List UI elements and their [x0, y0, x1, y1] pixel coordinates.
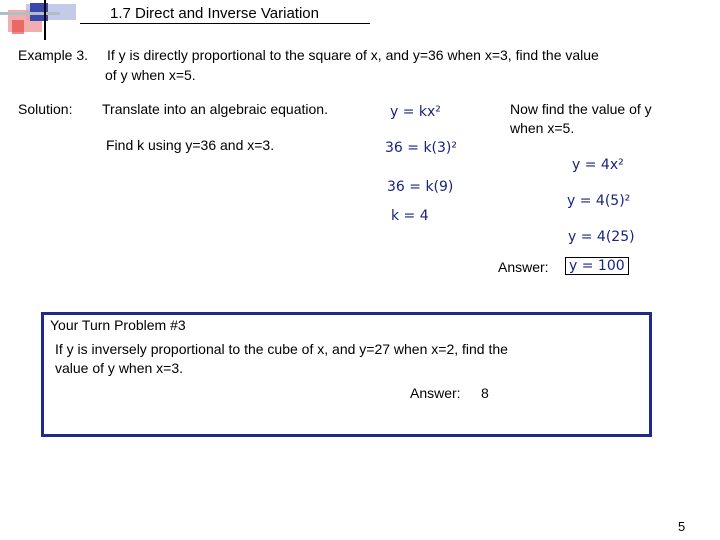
step3-equation-1: y = 4x² — [572, 157, 624, 173]
title-underline — [80, 23, 370, 24]
slide-logo-icon — [0, 0, 80, 40]
page-number: 5 — [678, 519, 686, 534]
step1-equation: y = kx² — [390, 104, 441, 120]
your-turn-answer-value: 8 — [481, 385, 489, 401]
step2-equation-1: 36 = k(3)² — [385, 140, 457, 156]
step3-text-line1: Now find the value of y — [510, 101, 652, 117]
example-label: Example 3. — [18, 47, 89, 63]
solution-label: Solution: — [18, 101, 73, 117]
example-text-line1: If y is directly proportional to the square of x, and y=36 when x=3, find the value — [107, 47, 599, 63]
example-text-line2: of y when x=5. — [105, 67, 196, 83]
answer-value: y = 100 — [565, 257, 629, 275]
step2-equation-3: k = 4 — [391, 208, 429, 224]
step1-text: Translate into an algebraic equation. — [102, 101, 328, 117]
your-turn-line1: If y is inversely proportional to the cube of x, and y=27 when x=2, find the — [55, 341, 508, 357]
step3-equation-3: y = 4(25) — [568, 229, 635, 245]
step3-equation-2: y = 4(5)² — [567, 193, 631, 209]
step2-text: Find k using y=36 and x=3. — [106, 137, 275, 153]
your-turn-heading: Your Turn Problem #3 — [50, 317, 186, 333]
answer-label: Answer: — [498, 259, 549, 275]
your-turn-answer-label: Answer: — [410, 385, 461, 401]
step2-equation-2: 36 = k(9) — [387, 179, 454, 195]
step3-text-line2: when x=5. — [510, 120, 575, 136]
slide-title: 1.7 Direct and Inverse Variation — [110, 5, 319, 22]
your-turn-line2: value of y when x=3. — [55, 360, 184, 376]
